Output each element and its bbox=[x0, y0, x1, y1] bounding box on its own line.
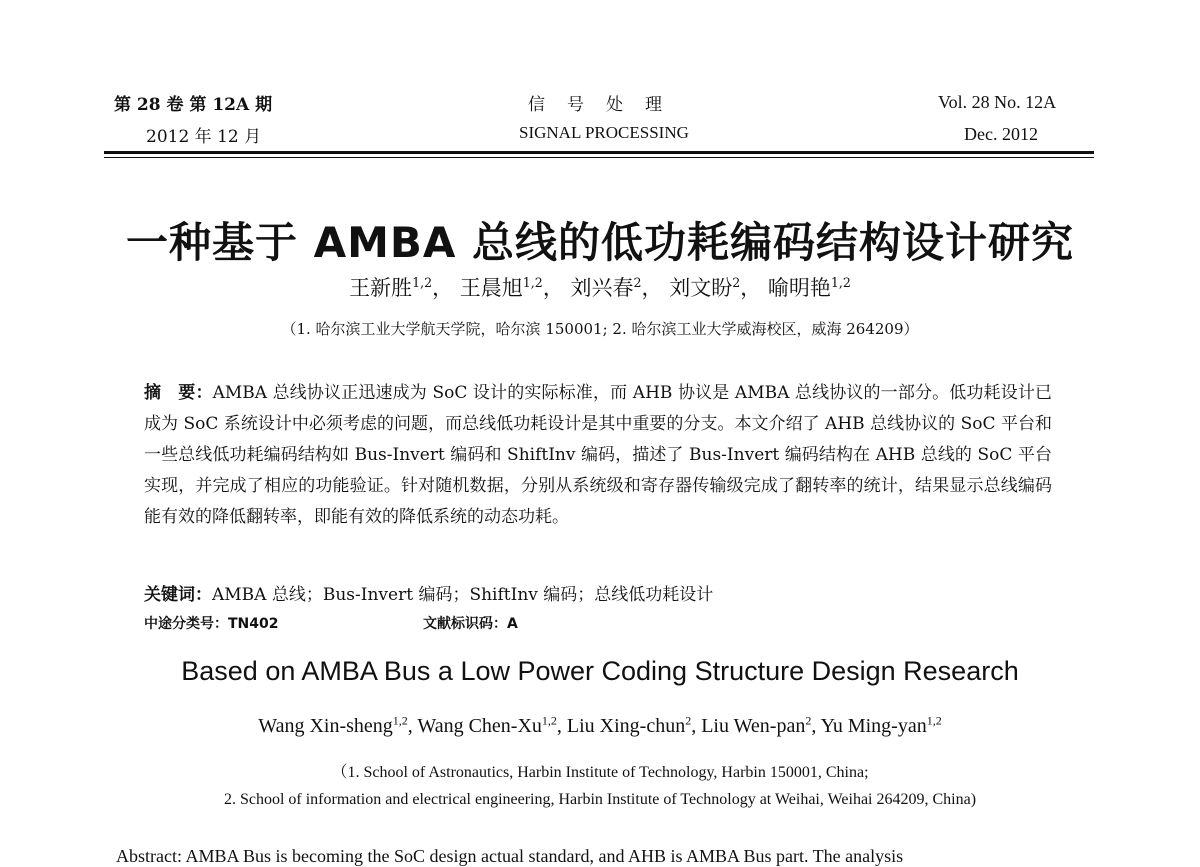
paper-title-en: Based on AMBA Bus a Low Power Coding Structure Design Research bbox=[181, 656, 1019, 686]
author-list-en: Wang Xin-sheng$^{1,2}$, Wang Chen-Xu$^{1,2}$, Liu Xing-chun$^2$, Liu Wen-pan$^2$, Yu Ming-yan$^{1,2}$ bbox=[258, 713, 942, 737]
author-name: 刘兴春 bbox=[570, 276, 634, 300]
document-code-value: A bbox=[507, 616, 518, 632]
header-journal-en: SIGNAL PROCESSING bbox=[519, 123, 689, 142]
author-list-cn: 王新胜$^{1,2}$， 王晨旭$^{1,2}$， 刘兴春$^2$， 刘文盼$^2$， 喻明艳$^{1,2}$ bbox=[349, 275, 851, 300]
keywords-label-cn: 关键词： bbox=[144, 585, 212, 605]
author-name: Wang Chen-Xu bbox=[417, 715, 542, 737]
author-affiliation: 1,2 bbox=[830, 275, 851, 290]
abstract-cn bbox=[144, 378, 1052, 533]
author-affiliation: 1,2 bbox=[522, 275, 543, 290]
header-journal-cn: 信号处理 bbox=[528, 95, 684, 115]
keywords-text-cn: AMBA 总线；Bus-Invert 编码；ShiftInv 编码；总线低功耗设计 bbox=[212, 585, 714, 605]
author-name: Liu Wen-pan bbox=[701, 715, 806, 737]
header-volume-issue-cn: 第 28 卷 第 12A 期 bbox=[114, 95, 273, 115]
header-rule-thin bbox=[104, 157, 1094, 158]
author-affiliation: 2 bbox=[633, 275, 642, 290]
author-affiliation: 1,2 bbox=[926, 713, 942, 728]
affiliations-cn: （1. 哈尔滨工业大学航天学院，哈尔滨 150001; 2. 哈尔滨工业大学威海校区，威海 264209） bbox=[281, 320, 919, 338]
author-name: 喻明艳 bbox=[767, 276, 831, 300]
document-code bbox=[423, 613, 518, 633]
header-date-en: Dec. 2012 bbox=[964, 124, 1038, 144]
author-affiliation: 2 bbox=[732, 275, 741, 290]
affiliation-en-2: 2. School of information and electrical engineering, Harbin Institute of Technology at Weihai, Weihai 264209, China) bbox=[223, 791, 977, 808]
author-name: 王新胜 bbox=[349, 276, 413, 300]
author-affiliation: 2 bbox=[685, 713, 692, 728]
affiliation-en-1: （1. School of Astronautics, Harbin Institute of Technology, Harbin 150001, China; bbox=[331, 764, 869, 781]
abstract-en-partial: Abstract: AMBA Bus is becoming the SoC design actual standard, and AHB is AMBA Bus part. The analysis bbox=[116, 846, 904, 866]
header-rule-thick bbox=[104, 151, 1094, 154]
abstract-label-cn: 摘 要： bbox=[144, 383, 213, 403]
author-affiliation: 1,2 bbox=[392, 713, 408, 728]
document-code-label: 文献标识码： bbox=[423, 616, 507, 632]
author-name: Liu Xing-chun bbox=[566, 715, 686, 737]
author-name: Wang Xin-sheng bbox=[258, 715, 393, 737]
keywords-cn bbox=[144, 580, 713, 605]
author-name: 王晨旭 bbox=[459, 276, 523, 300]
classification-label: 中途分类号： bbox=[144, 616, 228, 632]
header-volume-issue-en: Vol. 28 No. 12A bbox=[938, 92, 1057, 112]
author-affiliation: 1,2 bbox=[541, 713, 557, 728]
classification-value: TN402 bbox=[228, 616, 279, 632]
paper-title-cn: 一种基于 AMBA 总线的低功耗编码结构设计研究 bbox=[125, 218, 1075, 267]
author-affiliation: 2 bbox=[805, 713, 812, 728]
author-name: Yu Ming-yan bbox=[820, 715, 927, 737]
abstract-text-cn: AMBA 总线协议正迅速成为 SoC 设计的实际标准，而 AHB 协议是 AMBA 总线协议的一部分。低功耗设计已成为 SoC 系统设计中必须考虑的问题，而总线低功耗设计是其中重要的分支。本文介绍了 AHB 总线协议的 SoC 平台和一些总线低功耗编码结构如 Bus-Invert 编码和 ShiftInv 编码，描述了 Bus-Invert 编码结构在 AHB 总线的 SoC 平台实现，并完成了相应的功能验证。针对随机数据，分别从系统级和寄存器传输级完成了翻转率的统计，结果显示总线编码能有效的降低翻转率，即能有效的降低系统的动态功耗。 bbox=[144, 383, 1052, 527]
author-affiliation: 1,2 bbox=[412, 275, 433, 290]
header-date-cn: 2012 年 12 月 bbox=[146, 127, 262, 147]
classification-number bbox=[144, 613, 279, 633]
author-name: 刘文盼 bbox=[669, 276, 733, 300]
